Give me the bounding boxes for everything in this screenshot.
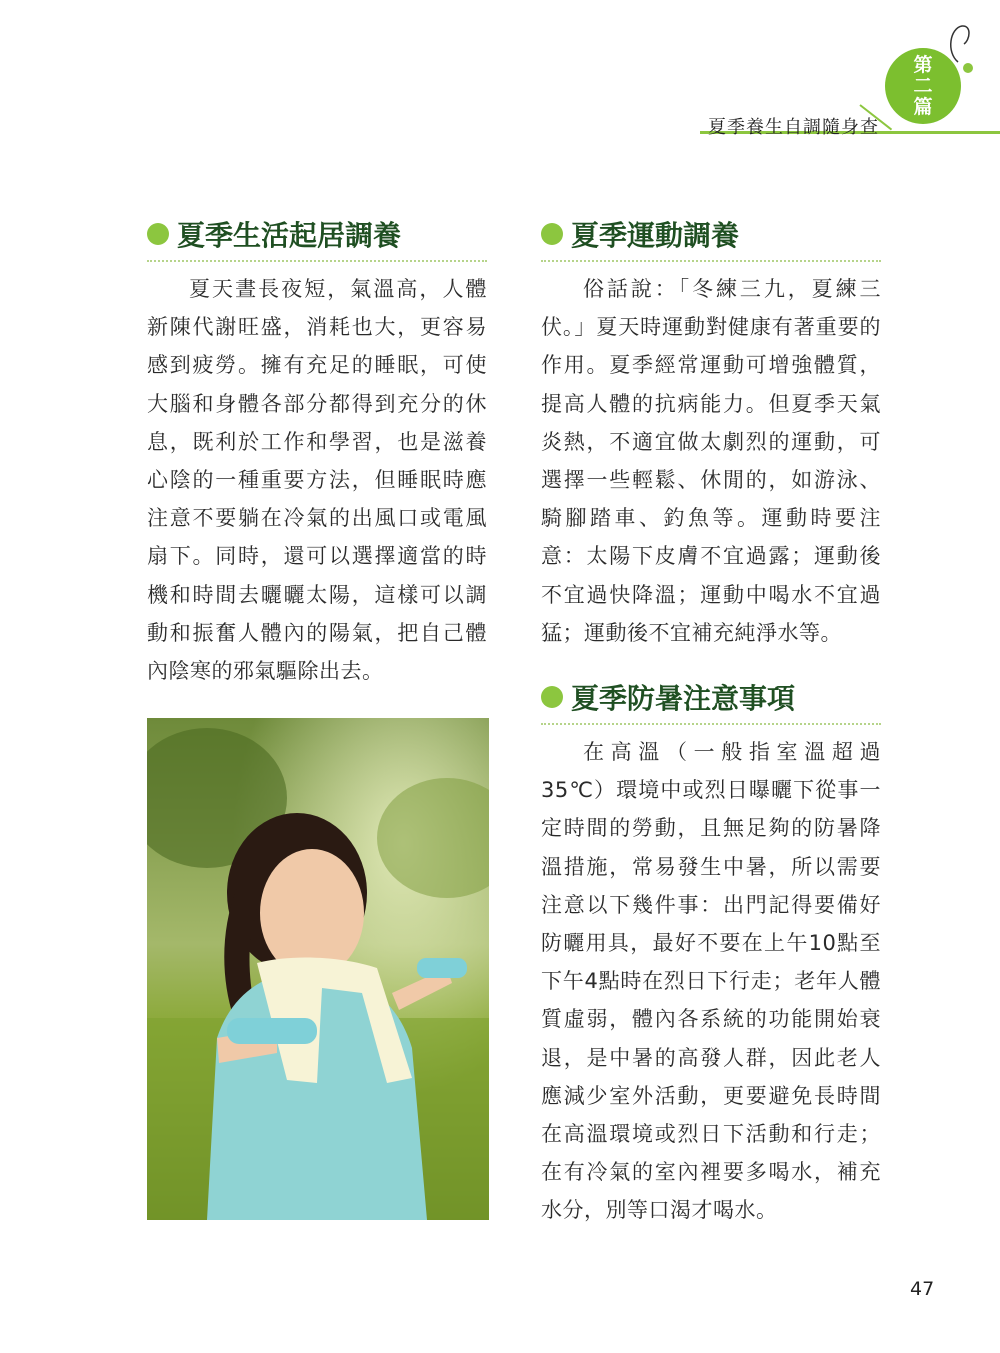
section-body: 夏天晝長夜短，氣溫高，人體新陳代謝旺盛，消耗也大，更容易感到疲勞。擁有充足的睡眠，可使大腦和身體各部分都得到充分的休息，既利於工作和學習，也是滋養心陰的一種重要方法，但睡眠時應注意不要躺在冷氣的出風口或電風扇下。同時，還可以選擇適當的時機和時間去曬曬太陽，這樣可以調動和振奮人體內的陽氣，把自己體內陰寒的邪氣驅除出去。 [147, 277, 487, 684]
section-heading [541, 214, 881, 254]
section-exercise [541, 214, 881, 652]
dotted-divider [541, 260, 881, 262]
section-living [147, 214, 487, 690]
bullet-dot-icon [147, 223, 169, 245]
page-number: 47 [910, 1278, 935, 1300]
dotted-divider [147, 260, 487, 262]
section-heat [541, 677, 881, 1230]
chapter-badge-text: 第二篇 [913, 53, 933, 118]
woman-exercising-photo [147, 718, 489, 1220]
running-title: 夏季養生自調隨身查 [708, 117, 879, 138]
section-body: 在高溫（一般指室溫超過35℃）環境中或烈日曝曬下從事一定時間的勞動，且無足夠的防暑降溫措施，常易發生中暑，所以需要注意以下幾件事：出門記得要備好防曬用具，最好不要在上午10點至下午4點時在烈日下行走；老年人體質虛弱，體內各系統的功能開始衰退，是中暑的高發人群，因此老人應減少室外活動，更要避免長時間在高溫環境或烈日下活動和行走；在有冷氣的室內裡要多喝水，補充水分，別等口渴才喝水。 [541, 740, 881, 1223]
chapter-badge [885, 48, 961, 124]
section-title: 夏季生活起居調養 [177, 219, 402, 252]
section-heading [147, 214, 487, 254]
bullet-dot-icon [541, 686, 563, 708]
section-title: 夏季防暑注意事項 [571, 682, 796, 715]
section-body: 俗話說：「冬練三九，夏練三伏。」夏天時運動對健康有著重要的作用。夏季經常運動可增強體質，提高人體的抗病能力。但夏季天氣炎熱，不適宜做太劇烈的運動，可選擇一些輕鬆、休閒的，如游泳、騎腳踏車、釣魚等。運動時要注意：太陽下皮膚不宜過露；運動後不宜過快降溫；運動中喝水不宜過猛；運動後不宜補充純淨水等。 [541, 277, 881, 645]
dotted-divider [541, 723, 881, 725]
bullet-dot-icon [541, 223, 563, 245]
section-title: 夏季運動調養 [571, 219, 740, 252]
section-heading [541, 677, 881, 717]
